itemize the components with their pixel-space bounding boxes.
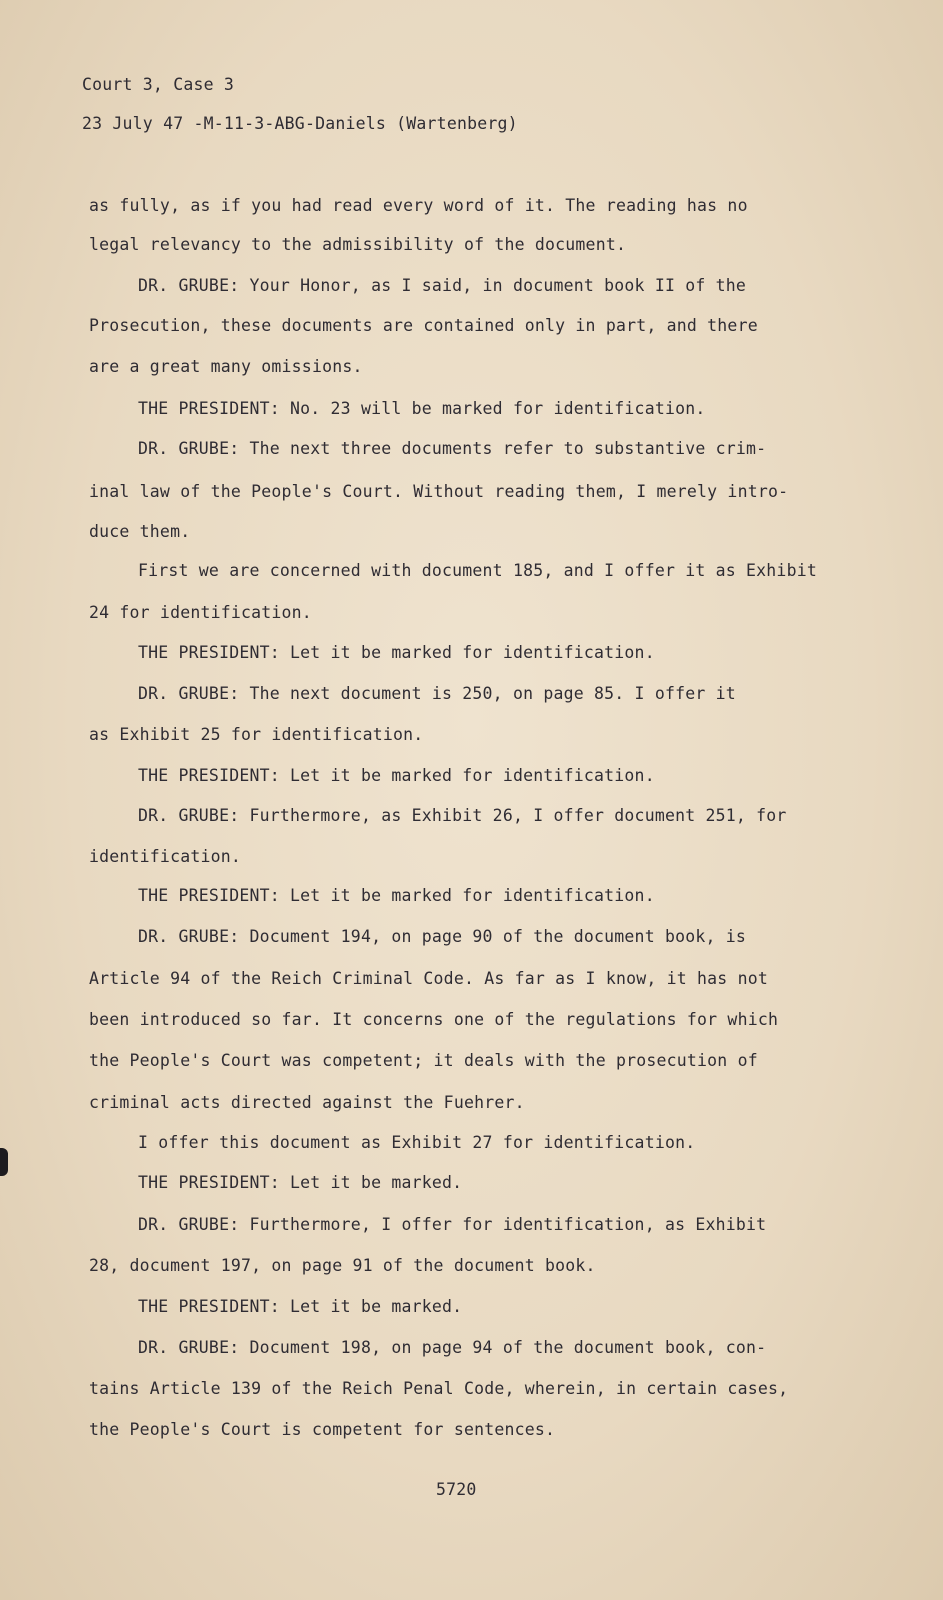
- transcript-line: Article 94 of the Reich Criminal Code. As far as I know, it has not: [89, 969, 768, 988]
- transcript-line: THE PRESIDENT: No. 23 will be marked for identification.: [138, 399, 706, 418]
- transcript-line: identification.: [89, 847, 242, 866]
- transcript-line: duce them.: [89, 522, 191, 541]
- transcript-line: tains Article 139 of the Reich Penal Code, wherein, in certain cases,: [89, 1379, 789, 1398]
- transcript-line: DR. GRUBE: Furthermore, as Exhibit 26, I offer document 251, for: [138, 806, 787, 825]
- transcript-line: 28, document 197, on page 91 of the document book.: [89, 1256, 596, 1275]
- transcript-line: I offer this document as Exhibit 27 for identification.: [138, 1133, 696, 1152]
- court-case-header: Court 3, Case 3: [82, 75, 235, 94]
- transcript-line: criminal acts directed against the Fuehrer.: [89, 1093, 525, 1112]
- transcript-line: been introduced so far. It concerns one of the regulations for which: [89, 1010, 779, 1029]
- transcript-line: are a great many omissions.: [89, 357, 363, 376]
- transcript-line: Prosecution, these documents are contained only in part, and there: [89, 316, 758, 335]
- transcript-line: THE PRESIDENT: Let it be marked for identification.: [138, 886, 655, 905]
- transcript-line: as Exhibit 25 for identification.: [89, 725, 424, 744]
- transcript-line: THE PRESIDENT: Let it be marked for identification.: [138, 643, 655, 662]
- transcript-line: legal relevancy to the admissibility of the document.: [89, 235, 627, 254]
- transcript-line: DR. GRUBE: Furthermore, I offer for identification, as Exhibit: [138, 1215, 767, 1234]
- transcript-line: THE PRESIDENT: Let it be marked.: [138, 1297, 463, 1316]
- transcript-line: THE PRESIDENT: Let it be marked for identification.: [138, 766, 655, 785]
- session-line-header: 23 July 47 -M-11-3-ABG-Daniels (Wartenberg): [82, 114, 518, 133]
- transcript-line: inal law of the People's Court. Without reading them, I merely intro-: [89, 482, 789, 501]
- page-number: 5720: [436, 1480, 477, 1499]
- transcript-line: THE PRESIDENT: Let it be marked.: [138, 1173, 463, 1192]
- transcript-line: First we are concerned with document 185, and I offer it as Exhibit: [138, 561, 817, 580]
- binding-mark: [0, 1148, 8, 1176]
- transcript-line: as fully, as if you had read every word of it. The reading has no: [89, 196, 748, 215]
- transcript-line: DR. GRUBE: Document 198, on page 94 of the document book, con-: [138, 1338, 767, 1357]
- transcript-line: DR. GRUBE: The next three documents refer to substantive crim-: [138, 439, 767, 458]
- transcript-line: DR. GRUBE: Document 194, on page 90 of the document book, is: [138, 927, 747, 946]
- transcript-line: DR. GRUBE: The next document is 250, on page 85. I offer it: [138, 684, 736, 703]
- transcript-line: the People's Court was competent; it deals with the prosecution of: [89, 1051, 758, 1070]
- transcript-line: the People's Court is competent for sentences.: [89, 1420, 556, 1439]
- transcript-line: 24 for identification.: [89, 603, 312, 622]
- transcript-line: DR. GRUBE: Your Honor, as I said, in document book II of the: [138, 276, 747, 295]
